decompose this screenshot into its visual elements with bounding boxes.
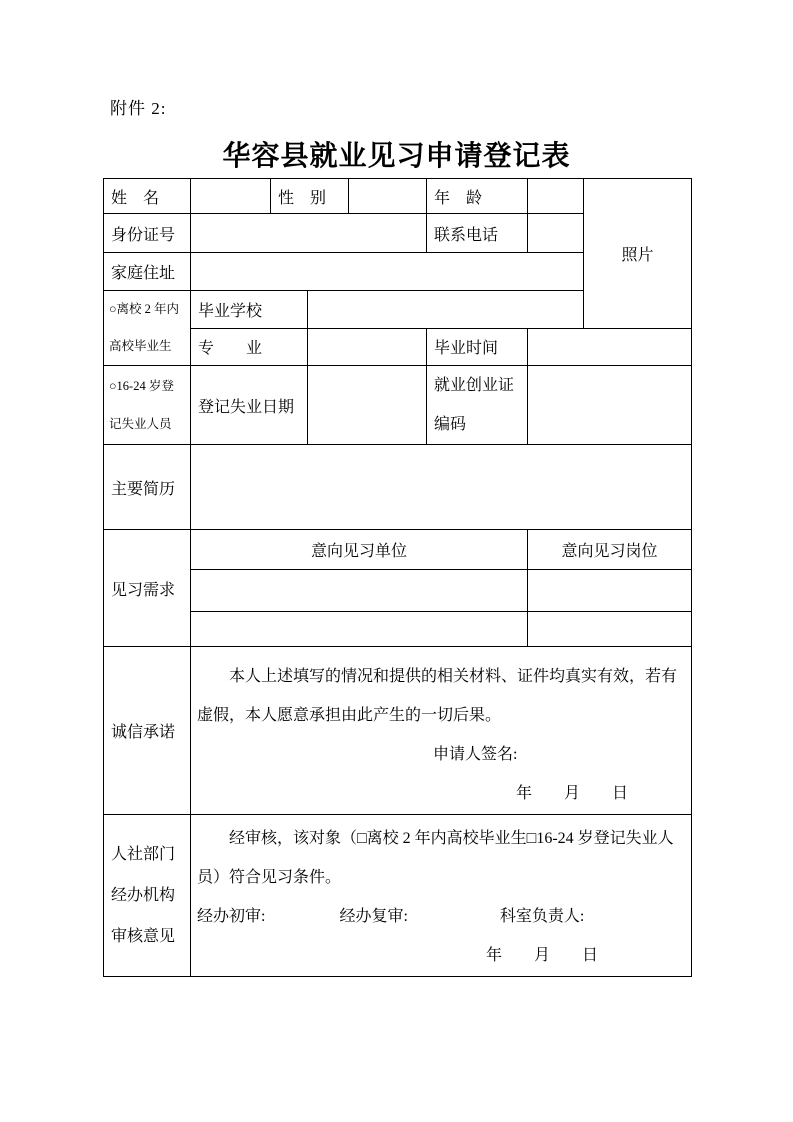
first-review-label: 经办初审: (197, 908, 266, 925)
promise-text-line1: 本人上述填写的情况和提供的相关材料、证件均真实有效，若有 (229, 668, 678, 685)
photo-cell (584, 179, 692, 329)
review-text-line2: 员）符合见习条件。 (197, 869, 342, 886)
internship-unit-input-cell-2[interactable] (191, 612, 528, 647)
employment-cert-line1: 就业创业证 (434, 377, 515, 394)
review-section-label (104, 815, 191, 977)
application-table (103, 178, 692, 977)
address-input-cell[interactable] (191, 253, 584, 291)
employment-cert-line2: 编码 (434, 416, 467, 433)
school-input-cell[interactable] (308, 291, 584, 329)
address-label: 家庭住址 (104, 253, 191, 291)
gender-label: 性 别 (271, 179, 349, 214)
photo-label: 照片 (621, 246, 654, 264)
unemployment-date-label: 登记失业日期 (191, 366, 308, 445)
category-unemployed-label (104, 366, 191, 445)
signature-label: 申请人签名: (433, 746, 518, 763)
attachment-label: 附件 2: (110, 99, 167, 118)
major-label: 专 业 (191, 328, 308, 366)
id-number-label: 身份证号 (104, 214, 191, 253)
id-number-input-cell[interactable] (191, 214, 427, 253)
review-label-line3: 审核意见 (111, 928, 176, 945)
review-label-line1: 人社部门 (111, 846, 176, 863)
graduation-date-input-cell[interactable] (528, 328, 692, 366)
internship-post-input-cell-2[interactable] (528, 612, 692, 647)
promise-text-line2: 虚假，本人愿意承担由此产生的一切后果。 (197, 707, 502, 724)
resume-label: 主要简历 (104, 445, 191, 530)
employment-cert-input-cell[interactable] (528, 366, 692, 445)
internship-post-header: 意向见习岗位 (528, 530, 692, 570)
graduation-date-label: 毕业时间 (427, 328, 528, 366)
internship-post-input-cell-1[interactable] (528, 570, 692, 612)
category-graduate-line2: 高校毕业生 (109, 339, 172, 353)
category-unemployed-line1: ○16-24 岁登 (109, 379, 174, 393)
school-label: 毕业学校 (191, 291, 308, 329)
review-label-line2: 经办机构 (111, 887, 176, 904)
age-label: 年 龄 (427, 179, 528, 214)
review-officers-line (197, 897, 683, 936)
category-unemployed-line2: 记失业人员 (109, 417, 172, 431)
employment-cert-label (427, 366, 528, 445)
major-input-cell[interactable] (308, 328, 427, 366)
category-graduate-label (104, 291, 191, 366)
name-label: 姓 名 (104, 179, 191, 214)
internship-section-label: 见习需求 (104, 530, 191, 647)
phone-input-cell[interactable] (528, 214, 584, 253)
unemployment-date-input-cell[interactable] (308, 366, 427, 445)
review-content-cell (191, 815, 692, 977)
promise-date-label: 年 月 日 (516, 785, 629, 802)
gender-input-cell[interactable] (349, 179, 427, 214)
review-text-line1: 经审核，该对象（□离校 2 年内高校毕业生□16-24 岁登记失业人 (229, 830, 674, 847)
promise-section-label: 诚信承诺 (104, 647, 191, 815)
category-graduate-line1: ○离校 2 年内 (109, 302, 180, 316)
second-review-label: 经办复审: (339, 908, 408, 925)
review-date-label: 年 月 日 (486, 947, 599, 964)
name-input-cell[interactable] (191, 179, 271, 214)
internship-unit-input-cell-1[interactable] (191, 570, 528, 612)
internship-unit-header: 意向见习单位 (191, 530, 528, 570)
age-input-cell[interactable] (528, 179, 584, 214)
page-title: 华容县就业见习申请登记表 (222, 141, 571, 172)
phone-label: 联系电话 (427, 214, 528, 253)
chief-label: 科室负责人: (499, 908, 585, 925)
resume-input-cell[interactable] (191, 445, 692, 530)
promise-content-cell (191, 647, 692, 815)
